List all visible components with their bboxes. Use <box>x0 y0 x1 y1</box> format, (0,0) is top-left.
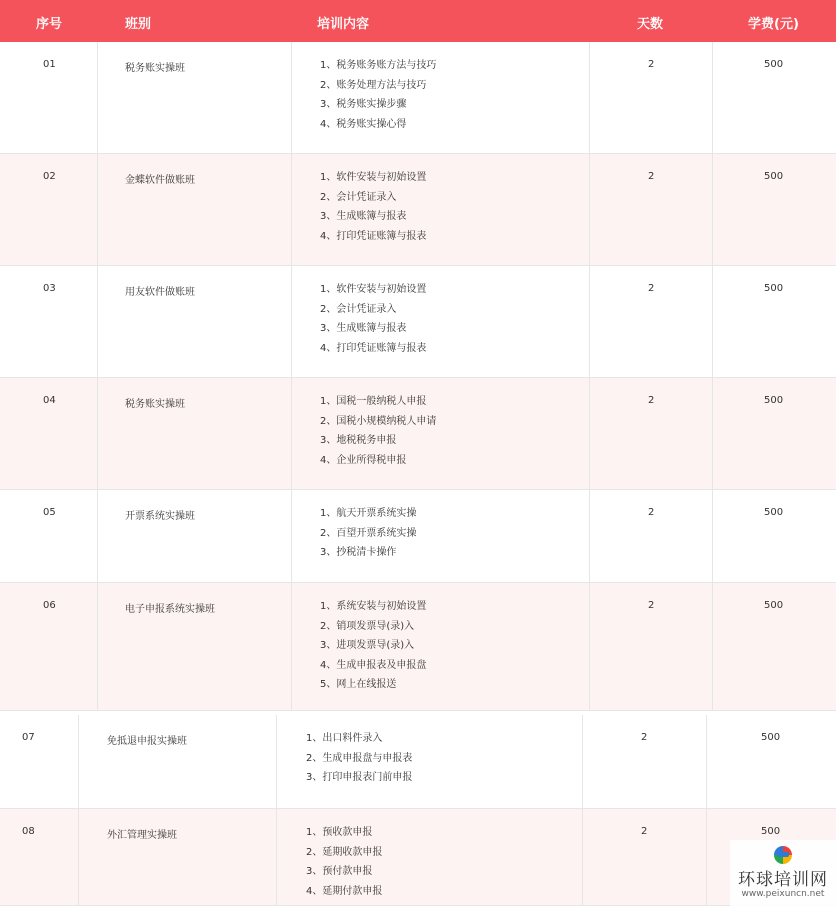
row-class: 外汇管理实操班 <box>107 830 177 841</box>
column-divider <box>712 154 713 266</box>
column-divider <box>291 583 292 711</box>
content-item: 4、打印凭证账簿与报表 <box>320 230 427 242</box>
content-item: 3、进项发票导(录)入 <box>320 640 415 652</box>
row-content <box>320 168 426 246</box>
content-item: 2、百望开票系统实操 <box>320 527 417 539</box>
column-divider <box>97 266 98 378</box>
row-content <box>320 56 436 134</box>
content-item: 1、航天开票系统实操 <box>320 508 417 519</box>
content-item: 4、延期付款申报 <box>306 885 383 897</box>
content-item: 2、账务处理方法与技巧 <box>320 79 427 91</box>
header-content: 培训内容 <box>317 17 370 32</box>
column-divider <box>712 490 713 583</box>
row-days: 2 <box>648 600 655 611</box>
column-divider <box>706 809 707 906</box>
column-divider <box>97 42 98 154</box>
row-class: 电子申报系统实操班 <box>125 604 215 615</box>
content-item: 1、预收款申报 <box>306 827 373 838</box>
content-item: 1、国税一般纳税人申报 <box>320 396 427 407</box>
column-divider <box>97 490 98 583</box>
row-days: 2 <box>641 826 648 837</box>
content-item: 1、出口料件录入 <box>306 733 383 744</box>
row-content <box>320 504 416 563</box>
content-item: 4、打印凭证账簿与报表 <box>320 342 427 354</box>
row-index: 07 <box>22 732 35 743</box>
content-item: 2、会计凭证录入 <box>320 303 397 315</box>
content-item: 2、销项发票导(录)入 <box>320 620 415 632</box>
column-divider <box>712 583 713 711</box>
header-fee: 学费(元) <box>748 17 799 32</box>
watermark <box>730 840 836 906</box>
header-index: 序号 <box>36 17 63 32</box>
row-fee: 500 <box>764 507 784 518</box>
column-divider <box>78 715 79 809</box>
content-item: 1、税务账务账方法与技巧 <box>320 60 437 71</box>
row-days: 2 <box>648 59 655 70</box>
content-item: 3、预付款申报 <box>306 866 373 878</box>
column-divider <box>582 715 583 809</box>
row-divider <box>0 710 836 711</box>
row-index: 01 <box>43 59 56 70</box>
table-row <box>0 42 836 154</box>
row-class: 用友软件做账班 <box>125 287 195 298</box>
row-days: 2 <box>648 395 655 406</box>
table-row <box>0 154 836 266</box>
column-divider <box>589 583 590 711</box>
content-item: 2、国税小规模纳税人申请 <box>320 415 437 427</box>
content-item: 3、生成账簿与报表 <box>320 211 407 223</box>
column-divider <box>276 809 277 906</box>
globe-logo-icon <box>774 846 792 864</box>
content-item: 1、系统安装与初始设置 <box>320 601 427 612</box>
content-item: 2、生成申报盘与申报表 <box>306 752 413 764</box>
row-days: 2 <box>648 171 655 182</box>
row-days: 2 <box>648 507 655 518</box>
row-fee: 500 <box>764 600 784 611</box>
row-content <box>320 280 426 358</box>
content-item: 2、会计凭证录入 <box>320 191 397 203</box>
column-divider <box>97 378 98 490</box>
row-index: 03 <box>43 283 56 294</box>
column-divider <box>276 715 277 809</box>
column-divider <box>712 42 713 154</box>
table-row <box>0 266 836 378</box>
row-index: 02 <box>43 171 56 182</box>
column-divider <box>291 378 292 490</box>
row-days: 2 <box>641 732 648 743</box>
row-content <box>306 729 412 788</box>
row-content <box>320 597 426 695</box>
content-item: 3、打印申报表门前申报 <box>306 772 413 784</box>
watermark-name: 环球培训网 <box>738 870 828 890</box>
row-class: 税务账实操班 <box>125 399 185 410</box>
row-index: 06 <box>43 600 56 611</box>
content-item: 1、软件安装与初始设置 <box>320 284 427 295</box>
row-content <box>320 392 436 470</box>
watermark-url: www.peixuncn.net <box>741 889 825 899</box>
column-divider <box>589 154 590 266</box>
content-item: 3、抄税清卡操作 <box>320 547 397 559</box>
row-content <box>306 823 382 901</box>
column-divider <box>582 809 583 906</box>
row-fee: 500 <box>764 395 784 406</box>
row-days: 2 <box>648 283 655 294</box>
column-divider <box>97 583 98 711</box>
content-item: 4、企业所得税申报 <box>320 454 407 466</box>
row-class: 开票系统实操班 <box>125 511 195 522</box>
column-divider <box>291 154 292 266</box>
table-row <box>0 583 836 711</box>
row-class: 金蝶软件做账班 <box>125 175 195 186</box>
column-divider <box>589 378 590 490</box>
content-item: 5、网上在线报送 <box>320 679 397 691</box>
column-divider <box>706 715 707 809</box>
row-fee: 500 <box>761 826 781 837</box>
content-item: 4、税务账实操心得 <box>320 118 407 130</box>
content-item: 4、生成申报表及申报盘 <box>320 659 427 671</box>
column-divider <box>97 154 98 266</box>
row-fee: 500 <box>761 732 781 743</box>
column-divider <box>589 490 590 583</box>
content-item: 3、地税税务申报 <box>320 435 397 447</box>
column-divider <box>712 378 713 490</box>
row-fee: 500 <box>764 59 784 70</box>
row-fee: 500 <box>764 283 784 294</box>
content-item: 2、延期收款申报 <box>306 846 383 858</box>
table-header <box>0 0 836 42</box>
row-index: 05 <box>43 507 56 518</box>
table-row <box>0 809 836 906</box>
row-class: 税务账实操班 <box>125 63 185 74</box>
column-divider <box>291 490 292 583</box>
row-class: 免抵退申报实操班 <box>107 736 187 747</box>
column-divider <box>291 266 292 378</box>
content-item: 3、生成账簿与报表 <box>320 323 407 335</box>
header-days: 天数 <box>637 17 664 32</box>
column-divider <box>589 266 590 378</box>
row-fee: 500 <box>764 171 784 182</box>
table-row <box>0 715 836 809</box>
table-row <box>0 378 836 490</box>
content-item: 1、软件安装与初始设置 <box>320 172 427 183</box>
content-item: 3、税务账实操步骤 <box>320 99 407 111</box>
column-divider <box>589 42 590 154</box>
table-row <box>0 490 836 583</box>
column-divider <box>291 42 292 154</box>
column-divider <box>78 809 79 906</box>
header-class: 班别 <box>125 17 152 32</box>
column-divider <box>712 266 713 378</box>
row-index: 04 <box>43 395 56 406</box>
row-index: 08 <box>22 826 35 837</box>
